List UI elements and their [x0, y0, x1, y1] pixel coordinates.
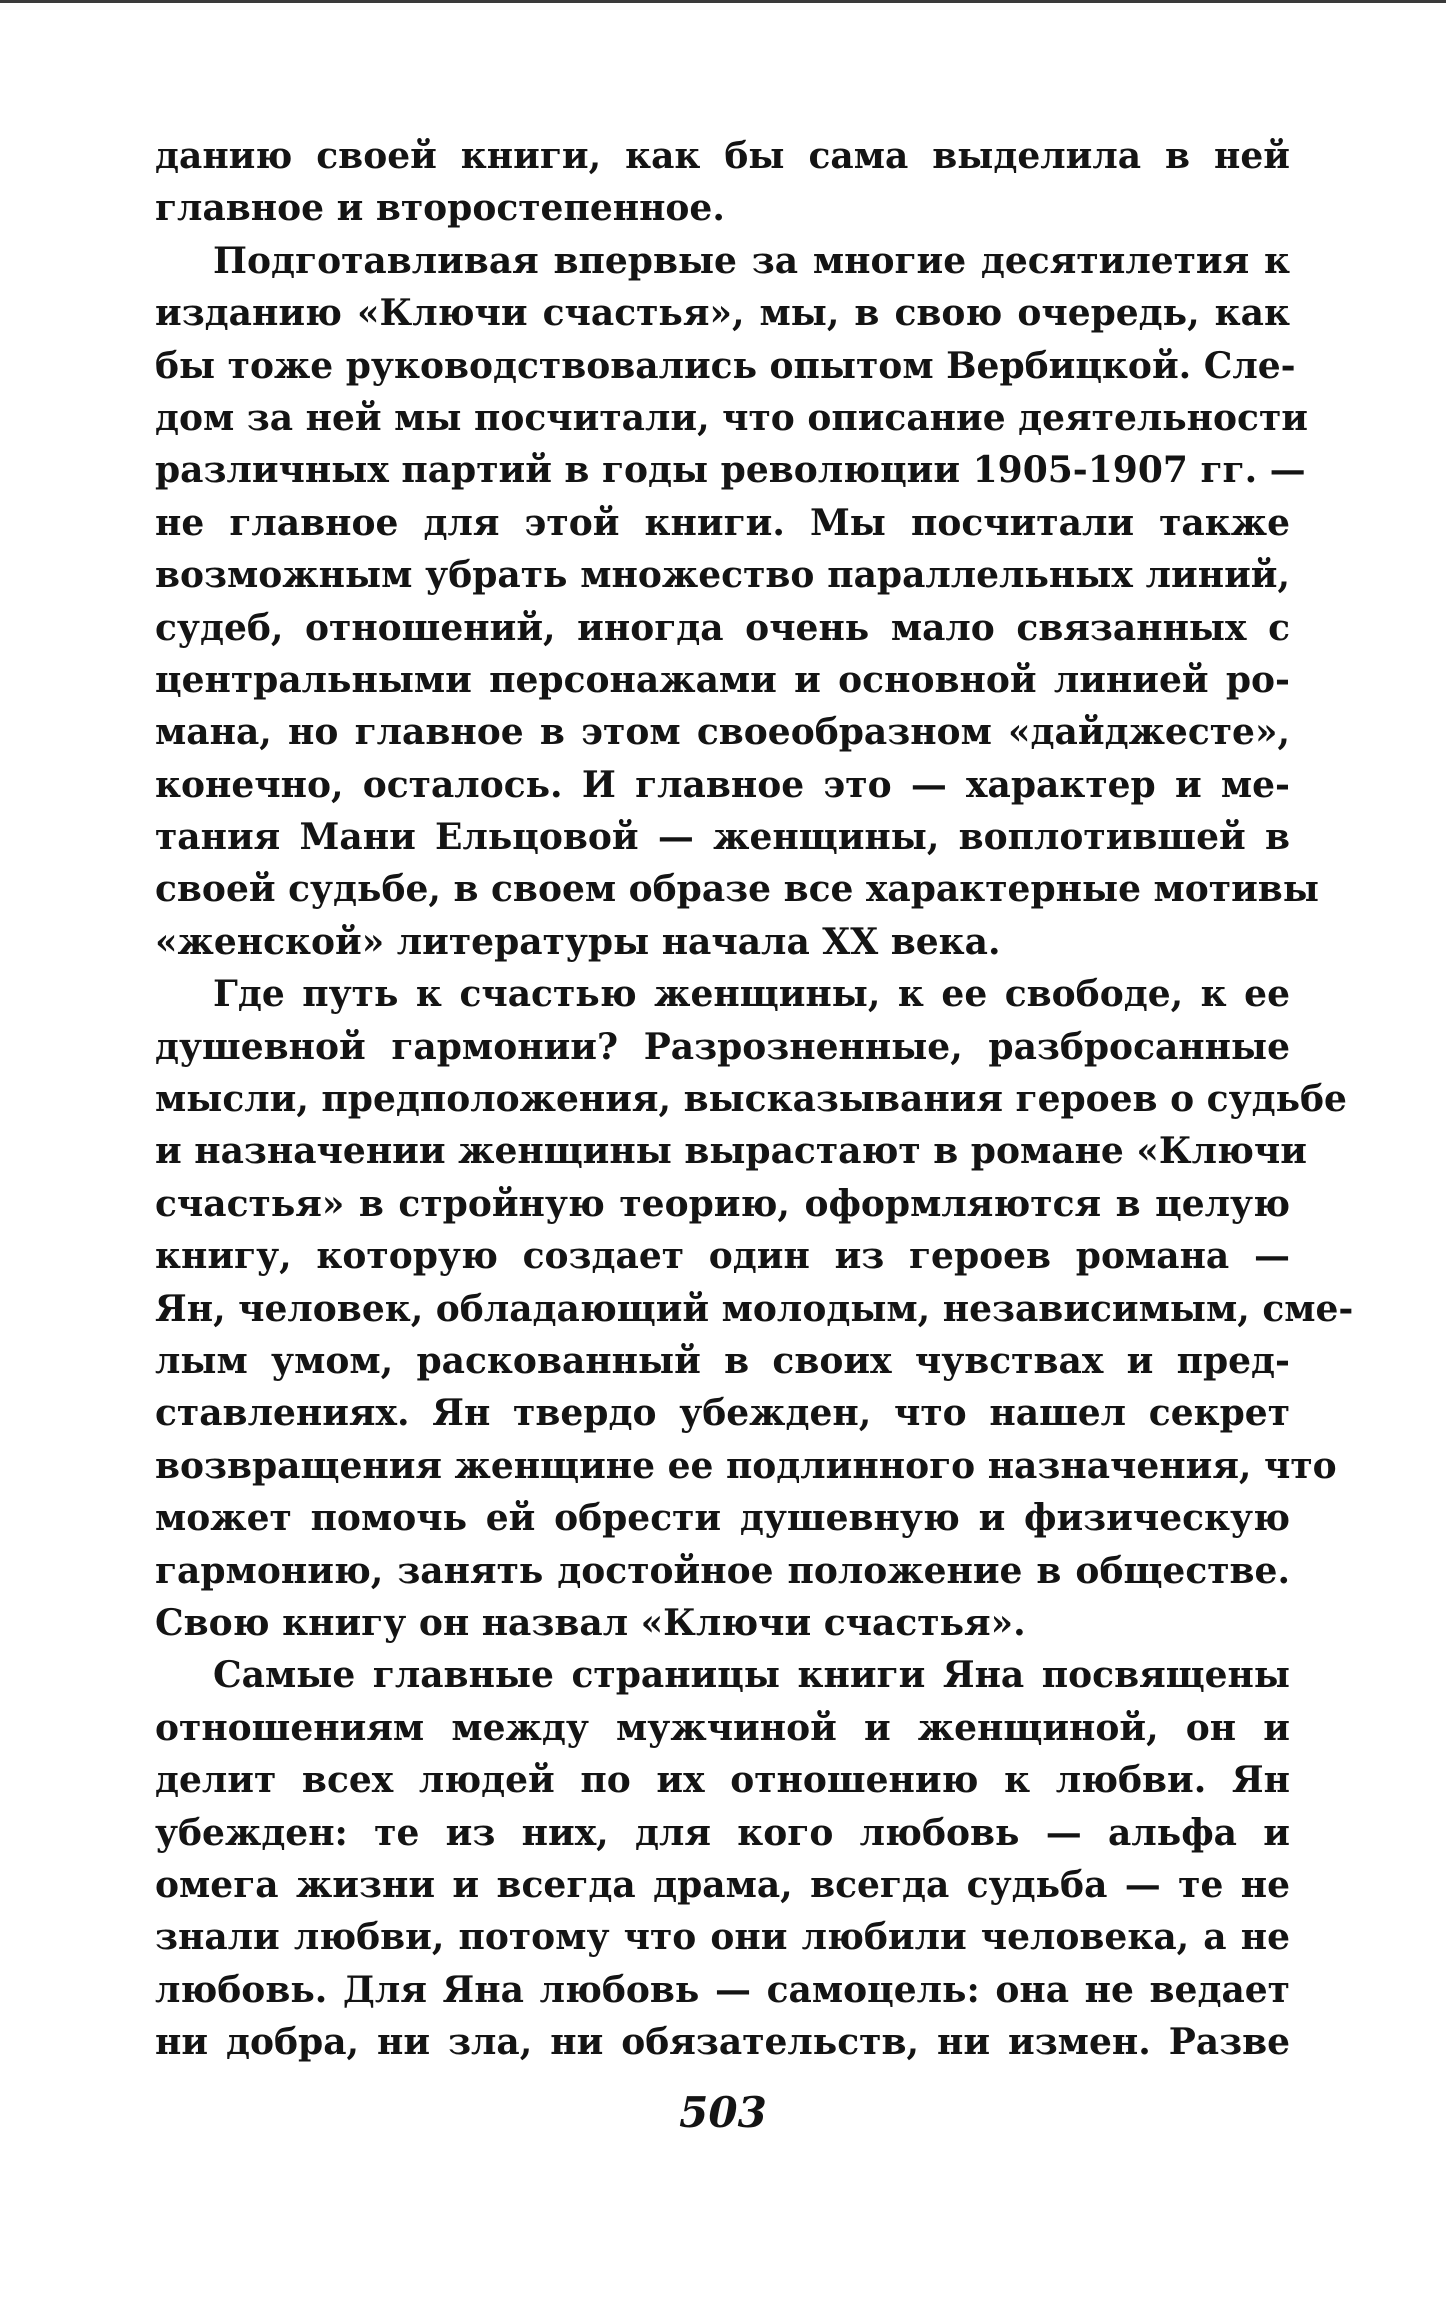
text-line: ставлениях. Ян твердо убежден, что нашел секрет — [155, 1392, 1290, 1435]
text-line: и назначении женщины вырастают в романе «Ключи — [155, 1130, 1307, 1173]
text-line: мысли, предположения, высказывания героев о судьбе — [155, 1078, 1347, 1121]
text-line: главное и второстепенное. — [155, 187, 725, 230]
page-top-border — [0, 0, 1446, 3]
text-line: возможным убрать множество параллельных линий, — [155, 554, 1290, 597]
text-line: ни добра, ни зла, ни обязательств, ни измен. Разве — [155, 2021, 1290, 2064]
text-line: судеб, отношений, иногда очень мало связанных с — [155, 606, 1290, 649]
text-line: лым умом, раскованный в своих чувствах и пред- — [155, 1339, 1290, 1382]
text-line: любовь. Для Яна любовь — самоцель: она не ведает — [155, 1968, 1290, 2011]
text-line: конечно, осталось. И главное это — характер и ме- — [155, 763, 1290, 806]
text-line: омега жизни и всегда драма, всегда судьба — те не — [155, 1863, 1290, 1906]
text-line: душевной гармонии? Разрозненные, разбросанные — [155, 1025, 1290, 1068]
text-line: Свою книгу он назвал «Ключи счастья». — [155, 1601, 1026, 1644]
paragraph — [155, 968, 1354, 1649]
page-number: 503 — [679, 2088, 767, 2137]
text-line: Подготавливая впервые за многие десятилетия к — [213, 239, 1290, 282]
page-body-text — [155, 130, 1354, 2068]
paragraph — [155, 1649, 1290, 2068]
text-line: своей судьбе, в своем образе все характерные мотивы — [155, 868, 1319, 911]
text-line: данию своей книги, как бы сама выделила в ней — [155, 135, 1290, 177]
text-line: Ян, человек, обладающий молодым, независимым, сме- — [155, 1287, 1354, 1330]
text-line: различных партий в годы революции 1905-1907 гг. — — [155, 449, 1306, 492]
text-line: отношениям между мужчиной и женщиной, он и — [155, 1706, 1290, 1749]
text-line: возвращения женщине ее подлинного назначения, что — [155, 1444, 1337, 1487]
text-line: гармонию, занять достойное положение в обществе. — [155, 1549, 1290, 1592]
text-line: убежден: те из них, для кого любовь — альфа и — [155, 1811, 1290, 1854]
text-line: мана, но главное в этом своеобразном «дайджесте», — [155, 711, 1290, 754]
text-line: не главное для этой книги. Мы посчитали также — [155, 501, 1290, 544]
text-line: делит всех людей по их отношению к любви. Ян — [155, 1759, 1290, 1802]
text-line: знали любви, потому что они любили человека, а не — [155, 1916, 1290, 1959]
text-line: Самые главные страницы книги Яна посвящены — [213, 1654, 1290, 1697]
text-line: может помочь ей обрести душевную и физическую — [155, 1497, 1290, 1540]
text-line: Где путь к счастью женщины, к ее свободе, к ее — [213, 973, 1290, 1016]
text-line: центральными персонажами и основной линией ро- — [155, 658, 1290, 701]
text-line: дом за ней мы посчитали, что описание деятельности — [155, 396, 1308, 439]
text-line: «женской» литературы начала XX века. — [155, 920, 1001, 963]
text-line: изданию «Ключи счастья», мы, в свою очередь, как — [155, 292, 1290, 335]
text-line: бы тоже руководствовались опытом Вербицкой. Сле- — [155, 344, 1296, 387]
paragraph — [155, 235, 1319, 968]
text-line: тания Мани Ельцовой — женщины, воплотившей в — [155, 816, 1290, 859]
text-line: счастья» в стройную теорию, оформляются в целую — [155, 1182, 1290, 1225]
text-line: книгу, которую создает один из героев романа — — [155, 1235, 1290, 1278]
paragraph — [155, 130, 1290, 235]
